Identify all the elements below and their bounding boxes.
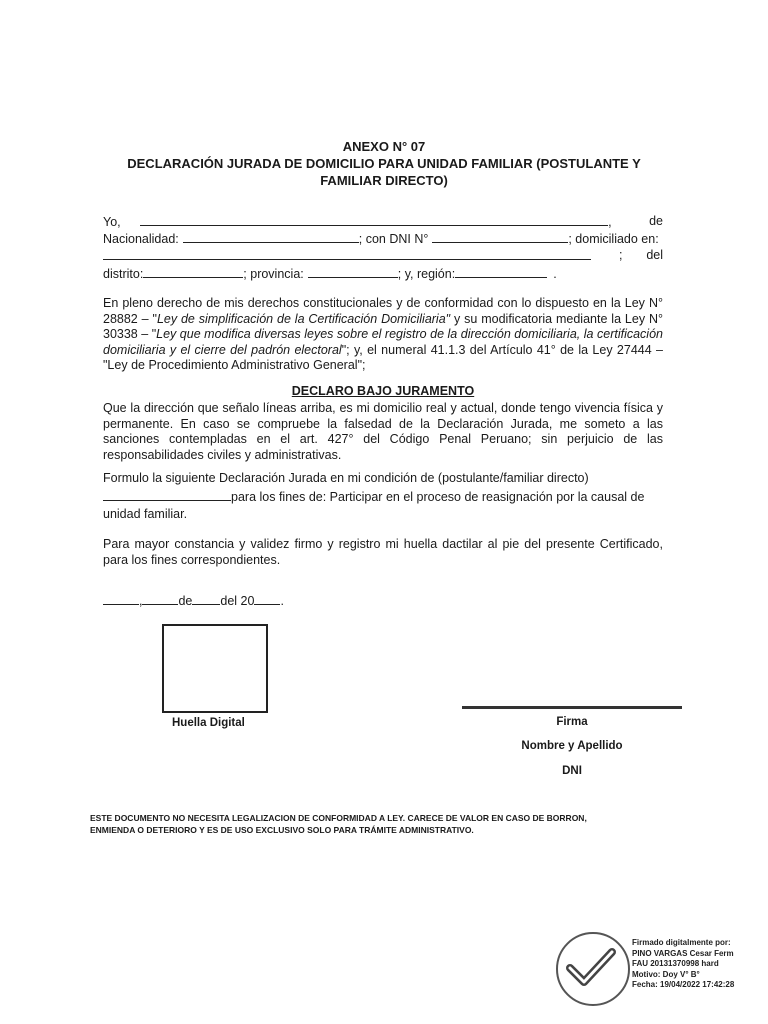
declaration-paragraph: Que la dirección que señalo líneas arriba, es mi domicilio real y actual, donde tengo vivencia física y permanente. En caso se compruebe la falsedad de la Declaración Jurada, me someto a las sanciones contempladas en el art. 427° del Código Penal Peruano; sin perjuicio de las responsabilidades civiles y administrativas. xyxy=(103,401,663,462)
condition-line2: para los fines de: Participar en el proceso de reasignación por la causal de xyxy=(231,489,645,504)
digital-signature-text xyxy=(632,938,764,991)
legal-text-3: "; y, el numeral 41.1.3 del Artículo 41° de la Ley 27444 – "Ley de Procedimiento Administrativo General"; xyxy=(103,342,663,372)
annex-number: ANEXO N° 07 xyxy=(342,139,426,154)
date-del: del 20 xyxy=(220,594,255,608)
footer-note-line2: ENMIENDA O DETERIORO Y ES DE USO EXCLUSIVO SOLO PARA TRÁMITE ADMINISTRATIVO. xyxy=(90,825,474,835)
nationality-field[interactable] xyxy=(183,231,359,243)
label-region: ; y, región: xyxy=(397,267,456,281)
fingerprint-label: Huella Digital xyxy=(172,717,245,729)
law-30338-title: Ley que modifica diversas leyes sobre el registro de la dirección domiciliaria, la certificación domiciliaria y el cierre del padrón electoral xyxy=(103,327,663,357)
sig-line4: Motivo: Doy V° B° xyxy=(632,969,700,979)
dni-label: DNI xyxy=(562,765,582,777)
label-yo: Yo, xyxy=(103,215,121,229)
condition-field[interactable] xyxy=(103,489,231,501)
form-row-address xyxy=(103,248,663,264)
legal-text-1: En pleno derecho de mis derechos constitucionales y de conformidad con lo dispuesto en la Ley N° 28882 – " xyxy=(103,296,663,326)
day-field[interactable] xyxy=(142,593,178,605)
sig-line2: PINO VARGAS Cesar Ferm xyxy=(632,948,734,958)
label-provincia: ; provincia: xyxy=(243,267,304,281)
address-field[interactable] xyxy=(103,248,591,260)
name-label: Nombre y Apellido xyxy=(521,740,623,752)
label-del: del xyxy=(646,248,663,262)
declaro-heading: DECLARO BAJO JURAMENTO xyxy=(291,384,475,398)
check-seal-icon xyxy=(556,932,630,1006)
label-semicolon: ; xyxy=(619,248,623,262)
district-field[interactable] xyxy=(143,266,243,278)
date-line xyxy=(103,593,284,609)
region-field[interactable] xyxy=(455,266,547,278)
dni-field[interactable] xyxy=(432,231,568,243)
closing-paragraph: Para mayor constancia y validez firmo y registro mi huella dactilar al pie del presente Certificado, para los fines correspondientes. xyxy=(103,537,663,567)
place-field[interactable] xyxy=(103,593,139,605)
label-distrito: distrito: xyxy=(103,267,144,281)
label-nacionalidad: Nacionalidad: xyxy=(103,232,179,246)
condition-line3: unidad familiar. xyxy=(103,507,188,521)
condition-line1: Formulo la siguiente Declaración Jurada en mi condición de (postulante/familiar directo) xyxy=(103,471,589,485)
sig-line1: Firmado digitalmente por: xyxy=(632,938,731,947)
label-end: . xyxy=(553,267,557,281)
fingerprint-box[interactable] xyxy=(162,624,268,713)
document-title-line2: FAMILIAR DIRECTO) xyxy=(320,173,448,188)
legal-text-2: y su modificatoria mediante la Ley N° 30338 – " xyxy=(103,311,663,341)
form-row-distrito xyxy=(103,266,663,282)
label-dni: ; con DNI N° xyxy=(358,232,429,246)
footer-note xyxy=(90,812,650,836)
condition-line2-row xyxy=(103,489,663,506)
form-row-nacionalidad xyxy=(103,231,668,247)
label-domiciliado: ; domiciliado en: xyxy=(568,232,659,246)
date-end: . xyxy=(280,594,284,608)
form-row-yo: Yo, , de xyxy=(103,214,663,229)
name-field[interactable] xyxy=(140,214,608,226)
province-field[interactable] xyxy=(308,266,398,278)
year-field[interactable] xyxy=(254,593,280,605)
sig-line3: FAU 20131370998 hard xyxy=(632,959,719,968)
signature-label: Firma xyxy=(556,716,588,728)
month-field[interactable] xyxy=(192,593,220,605)
date-comma: , xyxy=(139,594,143,608)
legal-basis-paragraph xyxy=(103,296,663,374)
date-de: de xyxy=(178,594,193,608)
label-de: de xyxy=(649,214,663,228)
sig-line5: Fecha: 19/04/2022 17:42:28 xyxy=(632,980,735,989)
document-title-line1: DECLARACIÓN JURADA DE DOMICILIO PARA UNIDAD FAMILIAR (POSTULANTE Y xyxy=(127,156,641,171)
condition-paragraph xyxy=(103,471,663,523)
signature-line[interactable] xyxy=(462,706,682,709)
footer-note-line1: ESTE DOCUMENTO NO NECESITA LEGALIZACION DE CONFORMIDAD A LEY. CARECE DE VALOR EN CASO DE BORRON, xyxy=(90,813,587,823)
law-28882-title: Ley de simplificación de la Certificación Domiciliaria" xyxy=(156,311,451,326)
